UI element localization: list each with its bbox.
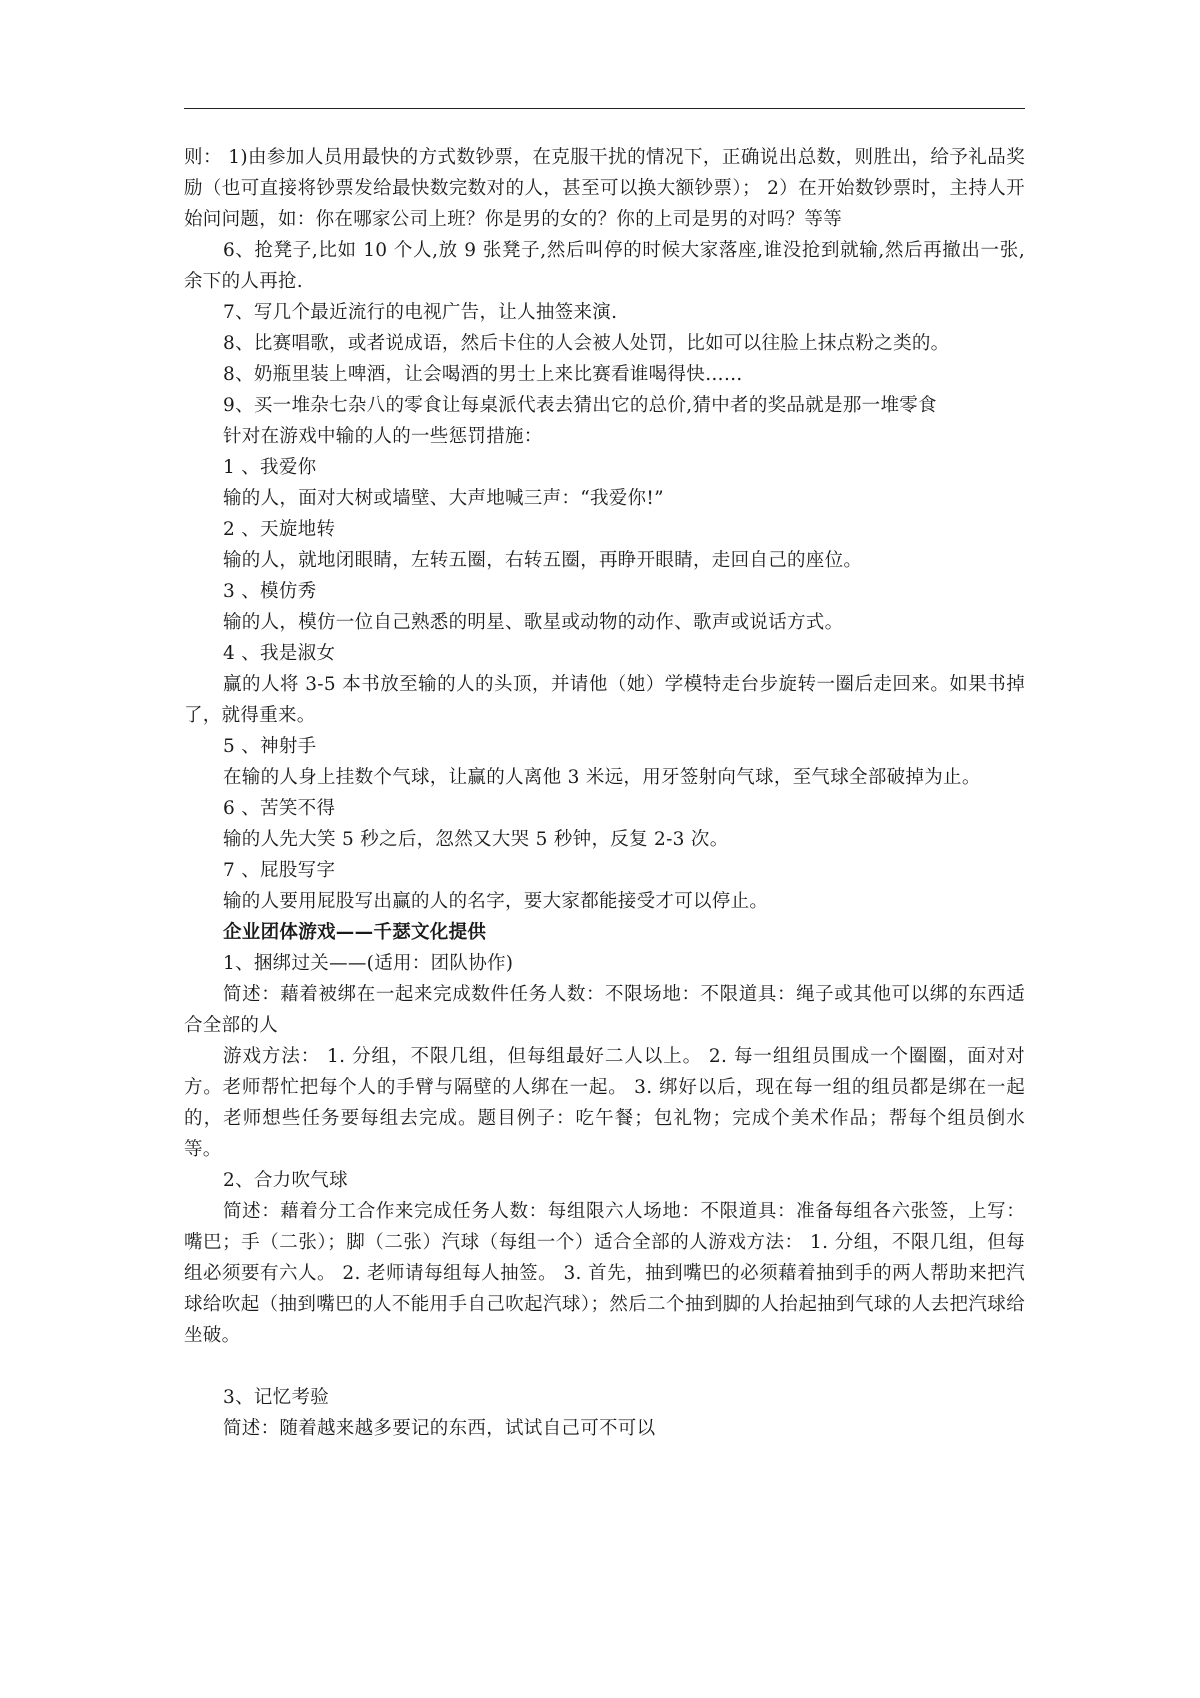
punishment-desc-4: 赢的人将 3-5 本书放至输的人的头顶，并请他（她）学模特走台步旋转一圈后走回来。如果书掉了，就得重来。 bbox=[184, 674, 1025, 726]
section-heading: 企业团体游戏——千瑟文化提供 bbox=[223, 922, 487, 943]
header-rule bbox=[184, 108, 1025, 109]
punishment-title-1: 1 、我爱你 bbox=[223, 457, 317, 478]
punishment-desc-5: 在输的人身上挂数个气球，让赢的人离他 3 米远，用牙签射向气球，至气球全部破掉为止。 bbox=[223, 767, 981, 788]
punishment-title-7: 7 、屁股写字 bbox=[223, 860, 336, 881]
punishment-title-4: 4 、我是淑女 bbox=[223, 643, 336, 664]
punishment-title-3: 3 、模仿秀 bbox=[223, 581, 317, 602]
game-item-8a: 8、比赛唱歌，或者说成语，然后卡住的人会被人处罚，比如可以往脸上抹点粉之类的。 bbox=[223, 333, 950, 354]
team-game-title-2: 2、合力吹气球 bbox=[223, 1170, 348, 1191]
punishment-desc-3: 输的人，模仿一位自己熟悉的明星、歌星或动物的动作、歌声或说话方式。 bbox=[223, 612, 844, 633]
team-game-title-1: 1、捆绑过关——(适用：团队协作) bbox=[223, 953, 514, 974]
team-game-method-1: 游戏方法： 1. 分组，不限几组，但每组最好二人以上。 2. 每一组组员围成一个圈圈，面对对方。老师帮忙把每个人的手臂与隔壁的人绑在一起。 3. 绑好以后，现在每一组的组员都是绑在一起的，老师想些任务要每组去完成。题目例子：吃午餐；包礼物；完成个美术作品；帮每个组员倒水等。 bbox=[184, 1046, 1025, 1160]
team-game-title-3: 3、记忆考验 bbox=[223, 1387, 330, 1408]
team-game-summary-1: 简述：藉着被绑在一起来完成数件任务人数：不限场地：不限道具：绳子或其他可以绑的东西适合全部的人 bbox=[184, 984, 1025, 1036]
document-body bbox=[184, 142, 1025, 1444]
punishment-desc-7: 输的人要用屁股写出赢的人的名字，要大家都能接受才可以停止。 bbox=[223, 891, 769, 912]
game-item-6: 6、抢凳子,比如 10 个人,放 9 张凳子,然后叫停的时候大家落座,谁没抢到就输,然后再撤出一张,余下的人再抢. bbox=[184, 240, 1025, 292]
game-item-9: 9、买一堆杂七杂八的零食让每桌派代表去猜出它的总价,猜中者的奖品就是那一堆零食 bbox=[223, 395, 937, 416]
blank-line bbox=[184, 1351, 1025, 1382]
punishment-title-5: 5 、神射手 bbox=[223, 736, 317, 757]
punishment-title-6: 6 、苦笑不得 bbox=[223, 798, 336, 819]
punishment-title-2: 2 、天旋地转 bbox=[223, 519, 336, 540]
game-item-8b: 8、奶瓶里装上啤酒，让会喝酒的男士上来比赛看谁喝得快…… bbox=[223, 364, 743, 385]
rules-paragraph: 则： 1)由参加人员用最快的方式数钞票，在克服干扰的情况下，正确说出总数，则胜出，给予礼品奖励（也可直接将钞票发给最快数完数对的人，甚至可以换大额钞票）； 2）在开始数钞票时，主持人开始问问题，如：你在哪家公司上班？你是男的女的？你的上司是男的对吗？等等 bbox=[184, 147, 1025, 230]
punishment-heading: 针对在游戏中输的人的一些惩罚措施： bbox=[223, 426, 543, 447]
punishment-desc-6: 输的人先大笑 5 秒之后，忽然又大哭 5 秒钟，反复 2-3 次。 bbox=[223, 829, 729, 850]
team-game-summary-3: 简述：随着越来越多要记的东西，试试自己可不可以 bbox=[223, 1418, 656, 1439]
punishment-desc-2: 输的人，就地闭眼睛，左转五圈，右转五圈，再睁开眼睛，走回自己的座位。 bbox=[223, 550, 863, 571]
team-game-summary-2: 简述：藉着分工合作来完成任务人数：每组限六人场地：不限道具：准备每组各六张签，上写：嘴巴；手（二张）；脚（二张）汽球（每组一个）适合全部的人游戏方法： 1. 分组，不限几组，但每组必须要有六人。 2. 老师请每组每人抽签。 3. 首先，抽到嘴巴的必须藉着抽到手的两人帮助来把汽球给吹起（抽到嘴巴的人不能用手自己吹起汽球）；然后二个抽到脚的人抬起抽到气球的人去把汽球给坐破。 bbox=[184, 1201, 1025, 1346]
punishment-desc-1: 输的人，面对大树或墙壁、大声地喊三声：“我爱你!” bbox=[223, 488, 664, 509]
game-item-7: 7、写几个最近流行的电视广告，让人抽签来演. bbox=[223, 302, 618, 323]
